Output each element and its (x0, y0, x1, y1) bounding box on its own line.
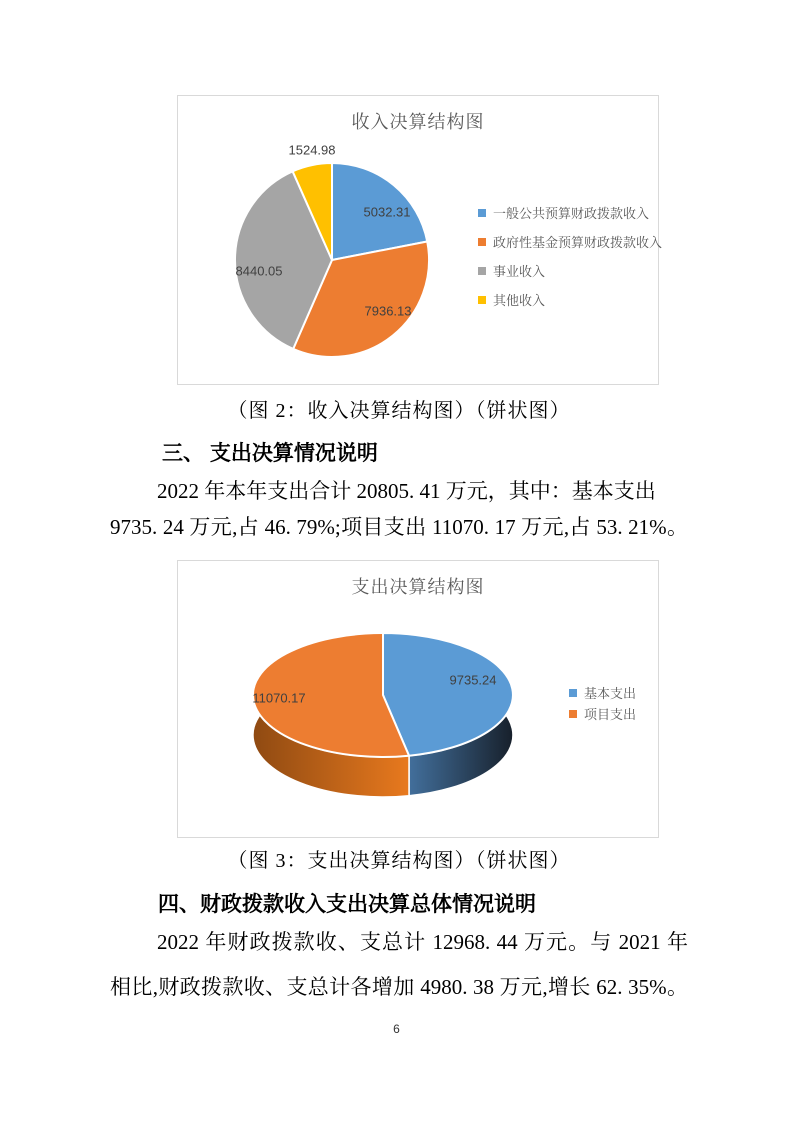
legend-item (569, 682, 636, 703)
pie-label-project-expenditure: 11070.17 (252, 690, 306, 706)
paragraph-line: 2022 年本年支出合计 20805. 41 万元，其中：基本支出 (157, 479, 656, 503)
legend-item (478, 198, 662, 227)
legend-item (478, 285, 662, 314)
pie-label-other-income: 1524.98 (288, 142, 336, 158)
section3-heading: 三、 支出决算情况说明 (162, 442, 378, 465)
paragraph-line: 2022 年财政拨款收、支总计 12968. 44 万元。与 2021 年 (157, 930, 688, 954)
pie-label-gov-fund: 7936.13 (364, 303, 412, 319)
legend-item (478, 227, 662, 256)
legend-label: 政府性基金预算财政拨款收入 (493, 235, 663, 250)
paragraph-line: 相比,财政拨款收、支总计各增加 4980. 38 万元,增长 62. 35%。 (110, 975, 688, 999)
legend-marker-icon (569, 710, 577, 718)
income-chart-legend (478, 198, 662, 314)
page-number: 6 (393, 1022, 400, 1036)
legend-marker-icon (478, 296, 486, 304)
section4-heading: 四、财政拨款收入支出决算总体情况说明 (158, 893, 536, 916)
income-chart-title: 收入决算结构图 (351, 112, 485, 132)
expenditure-chart-legend (569, 682, 636, 724)
paragraph-line: 9735. 24 万元,占 46. 79%;项目支出 11070. 17 万元,占 53. 21%。 (110, 515, 688, 539)
legend-label: 事业收入 (493, 264, 546, 279)
legend-label: 基本支出 (584, 686, 637, 701)
legend-marker-icon (478, 267, 486, 275)
pie-label-general-budget: 5032.31 (363, 204, 411, 220)
figure3-caption: （图 3：支出决算结构图）（饼状图） (227, 850, 571, 872)
legend-label: 项目支出 (584, 707, 637, 722)
legend-marker-icon (478, 238, 486, 246)
legend-item (569, 703, 636, 724)
pie-label-business-income: 8440.05 (235, 263, 283, 279)
income-chart-figure (177, 95, 663, 385)
expenditure-chart-figure (177, 560, 659, 838)
legend-item (478, 256, 662, 285)
section3-paragraph (110, 473, 688, 545)
figure2-caption: （图 2：收入决算结构图）（饼状图） (227, 400, 571, 422)
legend-label: 一般公共预算财政拨款收入 (493, 206, 650, 221)
legend-marker-icon (478, 209, 486, 217)
legend-marker-icon (569, 689, 577, 697)
expenditure-chart-title: 支出决算结构图 (351, 577, 485, 597)
legend-label: 其他收入 (493, 293, 546, 308)
pie-label-basic-expenditure: 9735.24 (449, 672, 497, 688)
section4-paragraph (110, 920, 688, 1010)
